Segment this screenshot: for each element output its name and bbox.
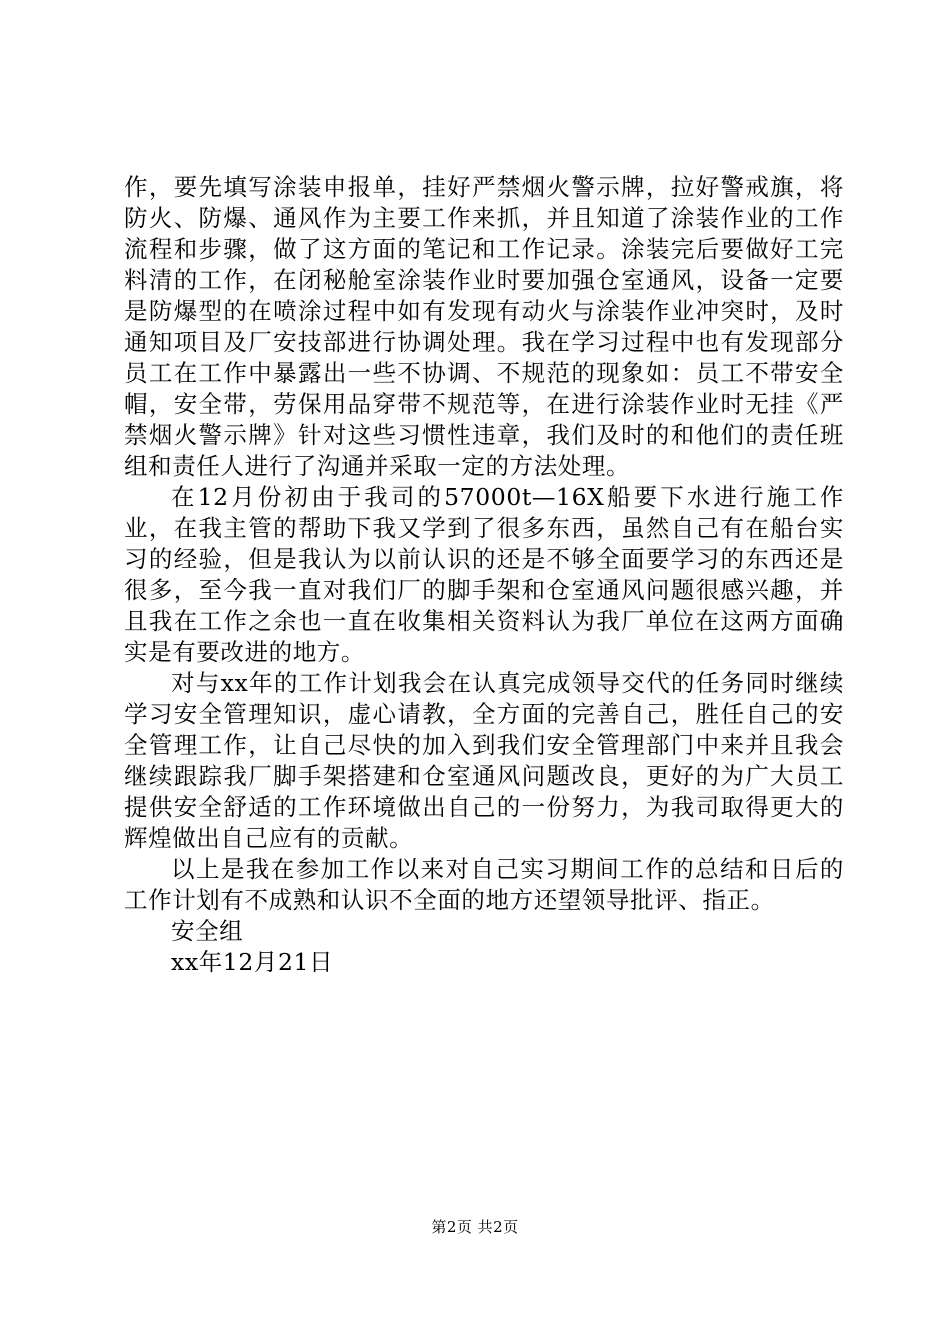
document-body — [124, 172, 844, 978]
paragraph-ship-launch: 在12月份初由于我司的57000t—16X船要下水进行施工作业，在我主管的帮助下我又学到了很多东西，虽然自己有在船台实习的经验，但是我认为以前认识的还是不够全面要学习的东西还是很多，至今我一直对我们厂的脚手架和仓室通风问题很感兴趣，并且我在工作之余也一直在收集相关资料认为我厂单位在这两方面确实是有要改进的地方。 — [124, 483, 844, 666]
page-footer — [0, 1216, 950, 1237]
date: xx年12月21日 — [171, 948, 334, 976]
page-number: 第2页 共2页 — [431, 1218, 519, 1236]
signature: 安全组 — [171, 917, 244, 945]
paragraph-conclusion: 以上是我在参加工作以来对自己实习期间工作的总结和日后的工作计划有不成熟和认识不全面的地方还望领导批评、指正。 — [124, 855, 844, 914]
paragraph-continued: 作，要先填写涂装申报单，挂好严禁烟火警示牌，拉好警戒旗，将防火、防爆、通风作为主要工作来抓，并且知道了涂装作业的工作流程和步骤，做了这方面的笔记和工作记录。涂装完后要做好工完料清的工作，在闭秘舱室涂装作业时要加强仓室通风，设备一定要是防爆型的在喷涂过程中如有发现有动火与涂装作业冲突时，及时通知项目及厂安技部进行协调处理。我在学习过程中也有发现部分员工在工作中暴露出一些不协调、不规范的现象如：员工不带安全帽，安全带，劳保用品穿带不规范等，在进行涂装作业时无挂《严禁烟火警示牌》针对这些习惯性违章，我们及时的和他们的责任班组和责任人进行了沟通并采取一定的方法处理。 — [124, 173, 844, 480]
paragraph-work-plan: 对与xx年的工作计划我会在认真完成领导交代的任务同时继续学习安全管理知识，虚心请教，全方面的完善自己，胜任自己的安全管理工作，让自己尽快的加入到我们安全管理部门中来并且我会继续跟踪我厂脚手架搭建和仓室通风问题改良，更好的为广大员工提供安全舒适的工作环境做出自己的一份努力，为我司取得更大的辉煌做出自己应有的贡献。 — [124, 669, 844, 852]
